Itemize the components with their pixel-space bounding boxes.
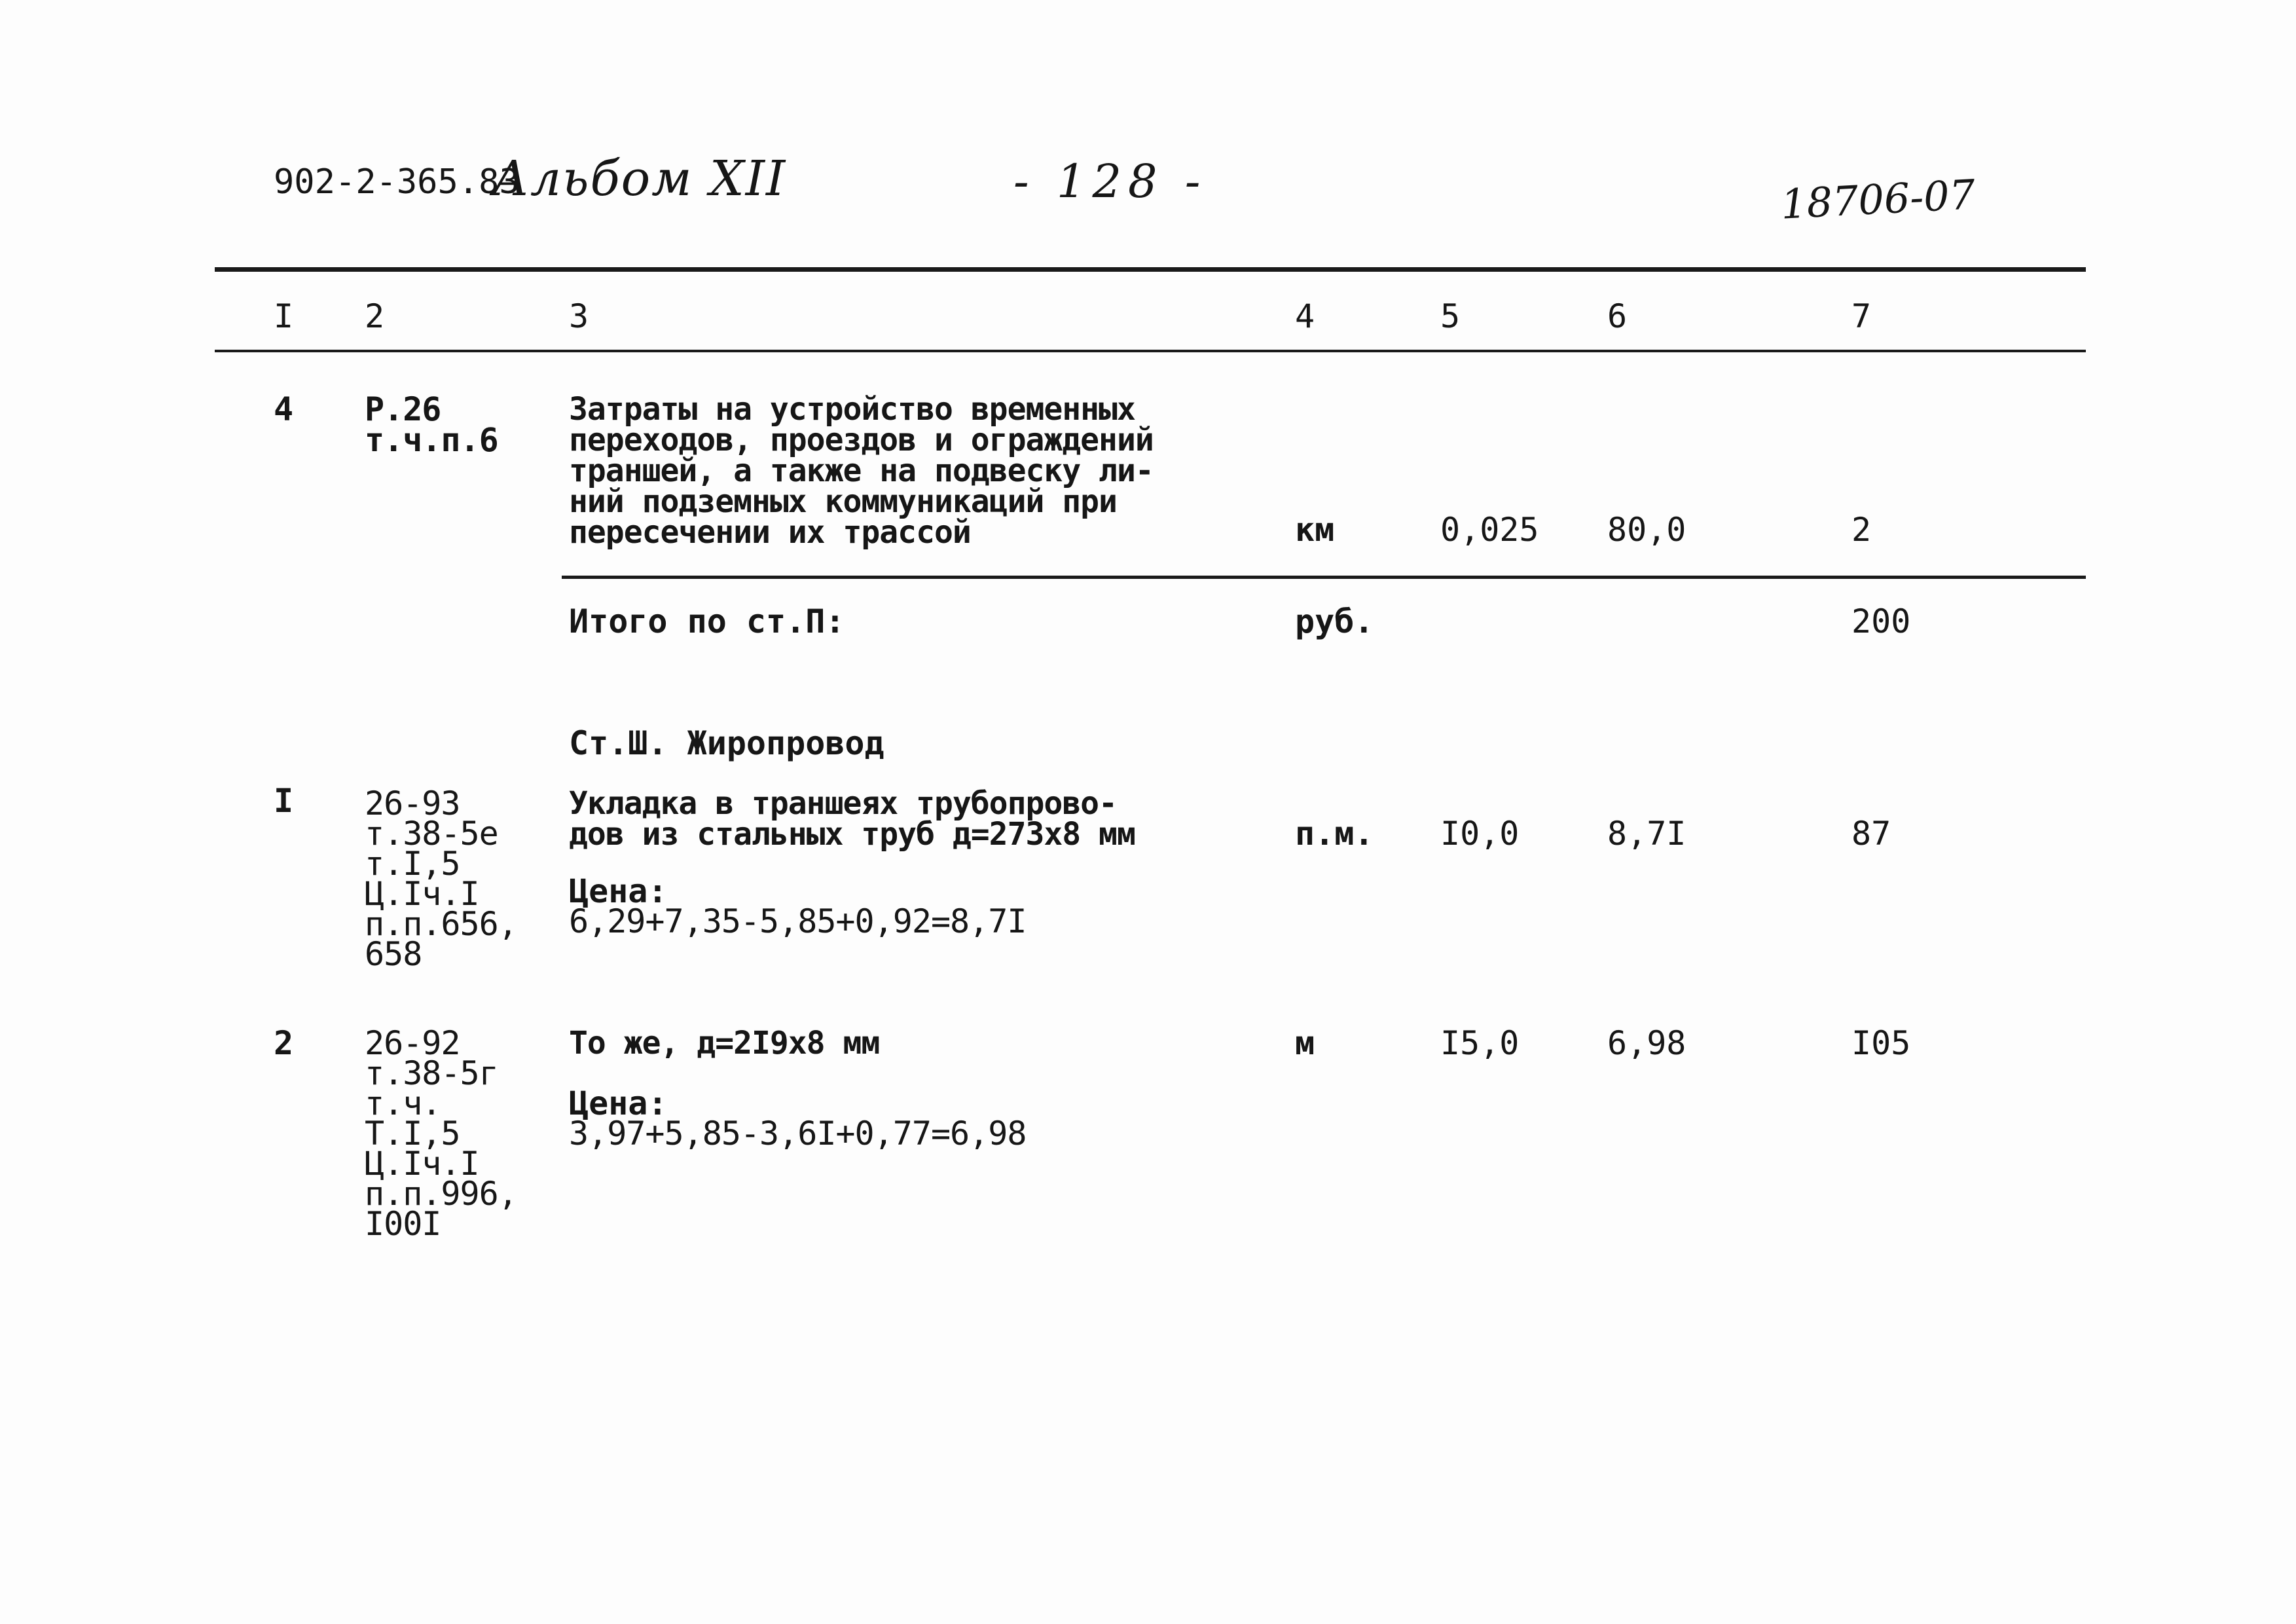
description-line: ний подземных коммуникаций при bbox=[569, 483, 1117, 520]
price-calculation: 6,29+7,35-5,85+0,92=8,7I bbox=[569, 902, 1027, 940]
reference-line: т.38-5г bbox=[365, 1054, 498, 1092]
price-label: Цена: bbox=[569, 872, 668, 910]
section-title: Ст.Ш. Жиропровод bbox=[569, 724, 884, 762]
description-cell bbox=[569, 1025, 880, 1061]
reference-line: Т.I,5 bbox=[365, 1115, 460, 1153]
page-number: - 128 - bbox=[1013, 155, 1207, 208]
column-header-6: 6 bbox=[1607, 297, 1628, 335]
reference-line: т.ч.п.6 bbox=[365, 421, 498, 459]
total-cell: 87 bbox=[1851, 815, 1891, 853]
reference-line: I00I bbox=[365, 1205, 441, 1243]
document-code bbox=[274, 162, 520, 202]
row-number: 4 bbox=[274, 390, 294, 428]
reference-line: Р.26 bbox=[365, 390, 441, 428]
description-line: Затраты на устройство временных bbox=[569, 391, 1135, 428]
description-line: пересечении их трассой bbox=[569, 514, 971, 551]
header-bottom-rule bbox=[215, 350, 2086, 352]
price-label: Цена: bbox=[569, 1084, 668, 1122]
description-line: То же, д=2I9х8 мм bbox=[569, 1025, 880, 1061]
description-line: траншей, а также на подвеску ли- bbox=[569, 452, 1154, 489]
document-code-text: 902-2-365.83 bbox=[274, 162, 520, 202]
subtotal-label: Итого по ст.П: bbox=[569, 602, 845, 640]
reference-line: п.п.996, bbox=[365, 1175, 517, 1213]
inventory-number: 18706-07 bbox=[1779, 170, 1977, 229]
album-label: Альбом XII bbox=[492, 151, 787, 207]
description-cell bbox=[569, 785, 1135, 853]
total-cell: 2 bbox=[1851, 511, 1872, 549]
subtotal-unit: руб. bbox=[1295, 602, 1374, 640]
reference-line: т.ч. bbox=[365, 1084, 441, 1122]
description-cell bbox=[569, 391, 1154, 551]
description-line: дов из стальных труб д=273х8 мм bbox=[569, 816, 1135, 853]
unit-cell: п.м. bbox=[1295, 815, 1374, 853]
quantity-cell: I5,0 bbox=[1440, 1024, 1520, 1062]
column-header-1: I bbox=[274, 297, 294, 335]
price-calculation: 3,97+5,85-3,6I+0,77=6,98 bbox=[569, 1115, 1027, 1153]
row-number: 2 bbox=[274, 1024, 294, 1062]
total-cell: I05 bbox=[1851, 1024, 1911, 1062]
reference-line: 26-93 bbox=[365, 784, 460, 822]
quantity-cell: 0,025 bbox=[1440, 511, 1539, 549]
reference-line: 26-92 bbox=[365, 1024, 460, 1062]
description-line: Укладка в траншеях трубопрово- bbox=[569, 785, 1117, 822]
subtotal-rule bbox=[562, 576, 2086, 579]
unit-cell: м bbox=[1295, 1024, 1315, 1062]
column-header-5: 5 bbox=[1440, 297, 1461, 335]
reference-cell bbox=[365, 784, 517, 973]
subtotal-total: 200 bbox=[1851, 602, 1911, 640]
price-cell: 6,98 bbox=[1607, 1024, 1686, 1062]
reference-line: Ц.Iч.I bbox=[365, 875, 479, 913]
table-top-rule bbox=[215, 267, 2086, 272]
column-header-3: 3 bbox=[569, 297, 589, 335]
reference-line: т.I,5 bbox=[365, 845, 460, 883]
reference-line: 658 bbox=[365, 935, 422, 973]
row-number: I bbox=[274, 782, 294, 820]
reference-line: п.п.656, bbox=[365, 905, 517, 943]
quantity-cell: I0,0 bbox=[1440, 815, 1520, 853]
reference-cell bbox=[365, 390, 498, 459]
description-line: переходов, проездов и ограждений bbox=[569, 422, 1154, 458]
reference-cell bbox=[365, 1024, 517, 1243]
reference-line: Ц.Iч.I bbox=[365, 1145, 479, 1183]
column-header-2: 2 bbox=[365, 297, 385, 335]
unit-cell: км bbox=[1295, 511, 1335, 549]
column-header-4: 4 bbox=[1295, 297, 1315, 335]
price-cell: 8,7I bbox=[1607, 815, 1686, 853]
reference-line: т.38-5е bbox=[365, 815, 498, 853]
price-cell: 80,0 bbox=[1607, 511, 1686, 549]
column-header-7: 7 bbox=[1851, 297, 1872, 335]
